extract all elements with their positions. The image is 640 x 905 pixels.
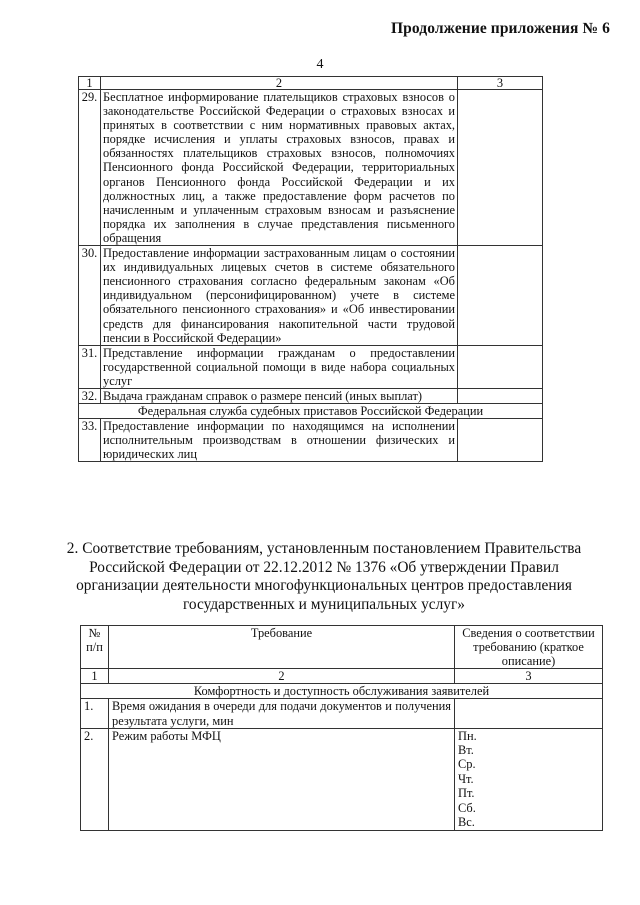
row-text: Предоставление информации застрахованным лицам о состоянии их индивидуальных лицевых счетов в системе обязательного пенсионного страхования согласно федеральным законам «Об индивидуальном (персонифицированном) учете в системе обязательного пенсионного страхования» и «Об инвестировании средств для финансирования накопительной части трудовой пенсии в Российской Федерации» xyxy=(101,246,458,346)
weekday-label: Ср. xyxy=(458,757,476,772)
section-2-line: государственных и муниципальных услуг» xyxy=(182,595,466,613)
weekday-label: Пн. xyxy=(458,728,477,743)
services-table xyxy=(78,76,543,462)
table-row xyxy=(79,246,543,346)
weekday-label: Вт. xyxy=(458,743,474,758)
row-value xyxy=(458,388,543,403)
row-value xyxy=(458,246,543,346)
row-text: Выдача гражданам справок о размере пенсий (иных выплат) xyxy=(101,388,458,403)
section-2-heading xyxy=(64,540,584,614)
row-number: 1. xyxy=(81,699,109,728)
column-number-1: 1 xyxy=(79,77,101,90)
section-2-line: 2. Соответствие требованиям, установленным постановлением Правительства xyxy=(66,540,582,557)
row-number: 30. xyxy=(79,246,101,346)
row-number: 33. xyxy=(79,419,101,462)
row-value xyxy=(458,345,543,388)
row-value xyxy=(455,699,603,728)
table-row xyxy=(81,699,603,728)
row-number: 32. xyxy=(79,388,101,403)
header-requirement: Требование xyxy=(109,626,455,669)
weekday-label: Чт. xyxy=(458,771,474,786)
table-row xyxy=(81,728,603,830)
column-number-2: 2 xyxy=(109,669,455,684)
row-number: 31. xyxy=(79,345,101,388)
table-header-row xyxy=(79,77,543,90)
page-number: 4 xyxy=(316,57,324,72)
section-title: Комфортность и доступность обслуживания заявителей xyxy=(81,684,603,699)
table-row xyxy=(79,90,543,246)
section-row xyxy=(81,684,603,699)
row-value xyxy=(458,90,543,246)
column-number-3: 3 xyxy=(455,669,603,684)
column-number-1: 1 xyxy=(81,669,109,684)
row-number: 29. xyxy=(79,90,101,246)
table-row xyxy=(79,419,543,462)
section-row xyxy=(79,404,543,419)
section-title: Федеральная служба судебных приставов Российской Федерации xyxy=(79,404,543,419)
table-row xyxy=(79,388,543,403)
row-text: Бесплатное информирование плательщиков страховых взносов о законодательстве Российской Федерации о страховых взносах и принятых в соответствии с ним нормативных правовых актах, порядке исчисления и уплаты страховых взносов, правах и обязанностях плательщиков страховых взносов, полномочиях Пенсионного фонда Российской Федерации, территориальных органов Пенсионного фонда Российской Федерации и их должностных лиц, а также предоставление форм расчетов по начисленным и уплаченным страховым взносам и разъяснение порядка их заполнения в случае представления письменного обращения xyxy=(101,90,458,246)
header-info: Сведения о соответствии требованию (краткое описание) xyxy=(455,626,603,669)
column-numbers-row xyxy=(81,669,603,684)
header-number-line: п/п xyxy=(86,640,103,655)
weekday-label: Вс. xyxy=(458,815,475,830)
weekday-label: Сб. xyxy=(458,800,476,815)
section-2-line: Российской Федерации от 22.12.2012 № 1376 «Об утверждении Правил xyxy=(89,558,559,576)
row-number: 2. xyxy=(81,728,109,830)
table-row xyxy=(79,345,543,388)
table-header-row xyxy=(81,626,603,669)
page-header-title: Продолжение приложения № 6 xyxy=(391,20,610,37)
row-text: Предоставление информации по находящимся на исполнении исполнительным производствам в отношении физических и юридических лиц xyxy=(101,419,458,462)
requirements-table xyxy=(80,625,603,831)
section-2-line: организации деятельности многофункциональных центров предоставления xyxy=(76,577,572,595)
row-text: Время ожидания в очереди для подачи документов и получения результата услуги, мин xyxy=(109,699,455,728)
column-number-2: 2 xyxy=(101,77,458,90)
row-text: Режим работы МФЦ xyxy=(109,728,455,830)
column-number-3: 3 xyxy=(458,77,543,90)
work-schedule-days xyxy=(455,728,603,830)
row-text: Представление информации гражданам о предоставлении государственной социальной помощи в виде набора социальных услуг xyxy=(101,345,458,388)
header-number-line: № xyxy=(88,626,101,640)
row-value xyxy=(458,419,543,462)
weekday-label: Пт. xyxy=(458,786,475,801)
header-number xyxy=(81,626,109,669)
